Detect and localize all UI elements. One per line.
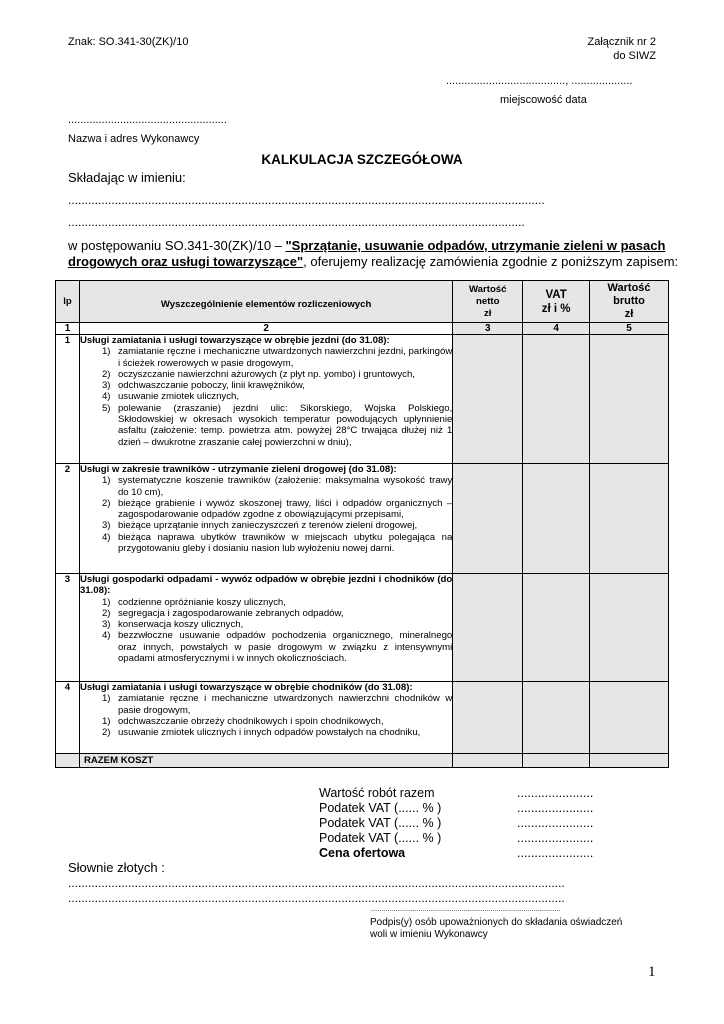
section-description (79, 464, 452, 574)
netto-value-cell[interactable] (453, 574, 523, 682)
on-behalf-field-1[interactable]: ............................................................................................................................................... (68, 193, 545, 207)
column-number-row (56, 323, 669, 335)
summary-value-field[interactable]: ...................... (517, 816, 594, 830)
procedure-line-1 (68, 238, 665, 253)
table-row (56, 464, 669, 574)
page-number: 1 (648, 964, 656, 980)
procedure-prefix: w postępowaniu SO.341-30(ZK)/10 – (68, 238, 286, 253)
contractor-label: Nazwa i adres Wykonawcy (68, 133, 200, 145)
header-brutto-line3: zł (624, 308, 634, 320)
header-vat-line2: zł i % (541, 302, 571, 315)
list-item: 3) bieżące uprzątanie innych zanieczyszczeń z terenów zieleni drogowej, (101, 520, 418, 532)
section-description (79, 574, 452, 682)
section-description (79, 335, 452, 464)
header-brutto-line2: brutto (613, 295, 645, 307)
section-heading: Usługi zamiatania i usługi towarzyszące w obrębie chodników (do 31.08): (79, 682, 413, 693)
table-row (56, 682, 669, 754)
header-netto (453, 281, 523, 323)
on-behalf-label: Składając w imieniu: (68, 170, 186, 185)
header-brutto-line1: Wartość (607, 282, 651, 294)
list-item: 4) bezzwłoczne usuwanie odpadów pochodzenia organicznego, mineralnego oraz innych, powstałych w pasie drogowym w związku z intensywnymi opadami atmosferycznymi i w innych okolicznościach. (101, 630, 453, 665)
summary-label-vat: Podatek VAT (...... % ) (319, 831, 442, 845)
list-item: 2) oczyszczanie nawierzchni ażurowych (z płyt np. yombo) i gruntowych, (101, 368, 415, 380)
col-number: 2 (79, 323, 452, 335)
col-number: 5 (590, 323, 669, 335)
procedure-line-2 (68, 254, 678, 269)
netto-value-cell[interactable] (453, 464, 523, 574)
total-label: RAZEM KOSZT (79, 754, 452, 768)
table-row (56, 335, 669, 464)
procedure-name-2: drogowych oraz usługi towarzyszące" (68, 254, 304, 269)
offer-price-field[interactable]: ...................... (517, 846, 594, 860)
header-description: Wyszczególnienie elementów rozliczeniowych (79, 281, 452, 323)
header-netto-line2: netto (476, 295, 500, 307)
list-item: 1) codzienne opróżnianie koszy ulicznych, (101, 596, 286, 608)
row-lp: 3 (56, 574, 80, 682)
brutto-value-cell[interactable] (590, 574, 669, 682)
in-words-field-2[interactable]: ..................................................................................................................................................... (68, 891, 565, 905)
header-brutto (590, 281, 669, 323)
row-lp: 4 (56, 682, 80, 754)
summary-label-vat: Podatek VAT (...... % ) (319, 816, 442, 830)
total-brutto-cell[interactable] (590, 754, 669, 768)
col-number: 1 (56, 323, 80, 335)
col-number: 3 (453, 323, 523, 335)
list-item: 1) odchwaszczanie obrzeży chodnikowych i spoin chodnikowych, (101, 715, 384, 727)
in-words-field-1[interactable]: ..................................................................................................................................................... (68, 876, 565, 890)
on-behalf-field-2[interactable]: ......................................................................................................................................... (68, 215, 525, 229)
vat-value-cell[interactable] (523, 335, 590, 464)
brutto-value-cell[interactable] (590, 335, 669, 464)
header-netto-line1: Wartość (468, 283, 507, 295)
table-row (56, 574, 669, 682)
summary-label-value: Wartość robót razem (319, 786, 435, 800)
summary-value-field[interactable]: ...................... (517, 801, 594, 815)
document-sign: Znak: SO.341-30(ZK)/10 (68, 36, 189, 48)
contractor-field[interactable]: .................................................... (68, 114, 227, 126)
header-vat-line1: VAT (545, 288, 567, 301)
procedure-rest: , oferujemy realizację zamówienia zgodnie z poniższym zapisem: (303, 254, 679, 269)
section-heading: Usługi w zakresie trawników - utrzymanie zieleni drogowej (do 31.08): (79, 464, 397, 475)
attachment-label: Załącznik nr 2 (587, 36, 656, 48)
list-item: 1) systematyczne koszenie trawników (założenie: maksymalna wysokość trawy do 10 cm), (101, 475, 453, 498)
row-lp: 1 (56, 335, 80, 464)
header-lp: lp (56, 281, 80, 323)
brutto-value-cell[interactable] (590, 682, 669, 754)
total-vat-cell[interactable] (523, 754, 590, 768)
total-row (56, 754, 669, 768)
offer-price-label: Cena ofertowa (319, 846, 406, 860)
header-netto-line3: zł (484, 307, 492, 319)
signature-label-2: woli w imieniu Wykonawcy (370, 929, 488, 940)
page-title: KALKULACJA SZCZEGÓŁOWA (261, 152, 463, 167)
signature-field[interactable]: .................................................................................................. (370, 906, 561, 913)
vat-value-cell[interactable] (523, 682, 590, 754)
list-item: 2) segregacja i zagospodarowanie zebranych odpadów, (101, 607, 344, 619)
summary-label-vat: Podatek VAT (...... % ) (319, 801, 442, 815)
row-lp: 2 (56, 464, 80, 574)
attachment-label-siwz: do SIWZ (613, 50, 656, 62)
list-item: 1) zamiatanie ręczne i mechaniczne utwardzonych nawierzchni jezdni, parkingów i ścieżek rowerowych w pasie drogowym, (101, 346, 453, 369)
place-date-label: miejscowość data (500, 94, 587, 106)
calculation-table (55, 280, 669, 768)
netto-value-cell[interactable] (453, 335, 523, 464)
netto-value-cell[interactable] (453, 682, 523, 754)
col-number: 4 (523, 323, 590, 335)
list-item: 2) usuwanie zmiotek ulicznych i innych odpadów powstałych na chodniku, (101, 727, 421, 739)
place-date-field[interactable]: ......................................., .................... (446, 75, 633, 87)
total-lp-cell (56, 754, 80, 768)
summary-value-field[interactable]: ...................... (517, 831, 594, 845)
section-heading: Usługi zamiatania i usługi towarzyszące w obrębie jezdni (do 31.08): (79, 335, 390, 346)
header-vat (523, 281, 590, 323)
list-item: 3) konserwacja koszy ulicznych, (101, 619, 244, 631)
list-item: 1) zamiatanie ręczne i mechaniczne utwardzonych nawierzchni chodników w pasie drogowym, (101, 693, 453, 716)
signature-label-1: Podpis(y) osób upoważnionych do składania oświadczeń (370, 917, 623, 928)
vat-value-cell[interactable] (523, 464, 590, 574)
list-item: 2) bieżące grabienie i wywóz skoszonej trawy, liści i odpadów organicznych – zagospodarowanie odpadów zgodne z obowiązującymi przepisami, (101, 497, 453, 521)
in-words-label: Słownie złotych : (68, 860, 165, 875)
section-heading: Usługi gospodarki odpadami - wywóz odpadów w obrębie jezdni i chodników (do 31.08): (79, 574, 453, 597)
list-item: 5) polewanie (zraszanie) jezdni ulic: Sikorskiego, Wojska Polskiego, Skłodowskiej w okresach wysokich temperatur powodujących upłynnienie asfaltu (założenie: temp. powietrza atm. powyżej 28°C trwająca dłużej niż 1 dzień – dwukrotne zraszanie całej powierzchni w dniu), (101, 402, 453, 448)
vat-value-cell[interactable] (523, 574, 590, 682)
list-item: 3) odchwaszczanie poboczy, linii krawężników, (101, 380, 305, 392)
list-item: 4) bieżąca naprawa ubytków trawników w miejscach ubytku polegająca na przygotowaniu gleby i dosianiu nasion lub wyłożeniu nowej darni. (101, 531, 453, 555)
procedure-name-1: "Sprzątanie, usuwanie odpadów, utrzymanie zieleni w pasach (285, 238, 666, 253)
total-netto-cell[interactable] (453, 754, 523, 768)
summary-value-field[interactable]: ...................... (517, 786, 594, 800)
section-description (79, 682, 452, 754)
list-item: 4) usuwanie zmiotek ulicznych, (101, 391, 239, 403)
brutto-value-cell[interactable] (590, 464, 669, 574)
